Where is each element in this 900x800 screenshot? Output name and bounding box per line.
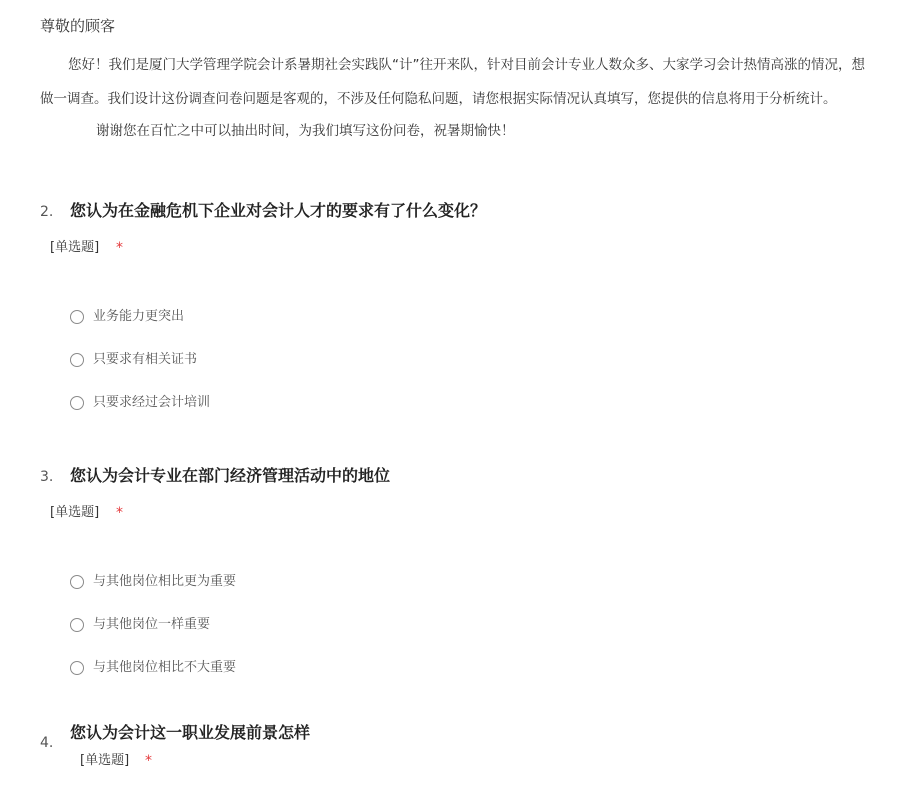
- radio-button[interactable]: [70, 618, 84, 632]
- radio-button[interactable]: [70, 396, 84, 410]
- option-label: 业务能力更突出: [93, 309, 185, 324]
- option-q3-2[interactable]: [70, 616, 210, 634]
- option-label: 与其他岗位相比更为重要: [93, 574, 237, 589]
- option-label: 与其他岗位一样重要: [93, 617, 211, 632]
- required-mark: *: [145, 753, 152, 769]
- radio-button[interactable]: [70, 575, 84, 589]
- question-type-tag: [单选题]: [50, 505, 100, 520]
- intro-paragraph-line-2: 做一调查。我们设计这份调查问卷问题是客观的，不涉及任何隐私问题，请您根据实际情况认真填写，您提供的信息将用于分析统计。: [40, 91, 837, 107]
- radio-button[interactable]: [70, 353, 84, 367]
- option-q2-3[interactable]: [70, 394, 210, 412]
- required-mark: *: [116, 240, 123, 256]
- radio-button[interactable]: [70, 661, 84, 675]
- option-label: 与其他岗位相比不大重要: [93, 660, 237, 675]
- required-mark: *: [116, 505, 123, 521]
- question-title: 您认为会计这一职业发展前景怎样: [70, 723, 311, 742]
- option-q3-1[interactable]: [70, 573, 236, 591]
- question-title: 您认为会计专业在部门经济管理活动中的地位: [70, 466, 391, 485]
- option-q2-2[interactable]: [70, 351, 197, 369]
- question-type-tag: [单选题]: [80, 753, 130, 768]
- thanks-line: 谢谢您在百忙之中可以抽出时间，为我们填写这份问卷，祝暑期愉快！: [96, 123, 515, 139]
- option-label: 只要求经过会计培训: [93, 395, 211, 410]
- question-number: 4.: [40, 735, 54, 751]
- option-q2-1[interactable]: [70, 308, 184, 326]
- question-type-tag: [单选题]: [50, 240, 100, 255]
- question-number: 3.: [40, 469, 54, 485]
- intro-paragraph-line-1: 您好！我们是厦门大学管理学院会计系暑期社会实践队“计”往开来队，针对目前会计专业人数众多、大家学习会计热情高涨的情况，想: [68, 57, 865, 73]
- radio-button[interactable]: [70, 310, 84, 324]
- option-q3-3[interactable]: [70, 659, 236, 677]
- question-number: 2.: [40, 204, 54, 220]
- salutation: 尊敬的顾客: [40, 17, 116, 35]
- option-label: 只要求有相关证书: [93, 352, 198, 367]
- question-title: 您认为在金融危机下企业对会计人才的要求有了什么变化？: [70, 201, 487, 220]
